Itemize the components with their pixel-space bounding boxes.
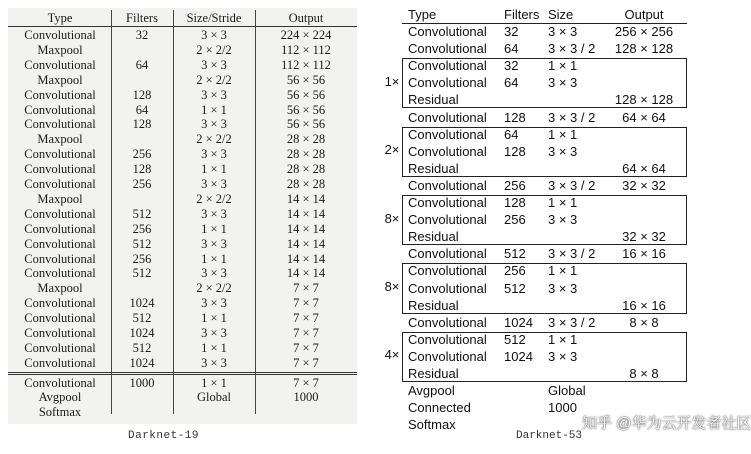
darknet19-cell: Convolutional [24,117,96,132]
darknet19-cell: 14 × 14 [286,221,326,236]
darknet53-cell-size: 1 × 1 [548,58,578,74]
darknet19-row [8,266,357,281]
darknet53-cell-type: Residual [408,229,459,245]
darknet19-cell: 28 × 28 [286,177,326,191]
darknet19-cell: Maxpool [37,42,83,57]
darknet53-cell-type: Convolutional [408,331,487,347]
darknet53-cell-size: 1 × 1 [548,195,578,210]
darknet19-cell: Convolutional [24,266,96,281]
darknet19-row [8,207,357,222]
darknet19-cell: Convolutional [24,102,96,117]
darknet19-cell: 14 × 14 [286,251,326,266]
darknet53-cell-size: 3 × 3 / 2 [548,314,596,330]
darknet53-row [382,91,692,108]
darknet53-cell-size: 3 × 3 [548,143,578,159]
darknet53-cell-filters: 1024 [504,314,533,330]
darknet19-cell: Convolutional [24,236,96,251]
header-filters: Filters [126,11,158,25]
darknet19-cell: Convolutional [24,296,96,311]
darknet53-cell-output: 32 × 32 [622,229,666,245]
darknet53-cell-type: Convolutional [408,109,487,125]
darknet53-cell-type: Convolutional [408,177,487,193]
darknet53-cell-type: Residual [408,297,459,313]
darknet53-cell-type: Softmax [408,417,456,433]
darknet53-cell-filters: 64 [504,41,519,57]
darknet53-header-row [382,6,692,23]
repeat-count: 8× [384,210,400,226]
darknet53-cell-filters: 256 [504,177,526,193]
darknet19-row [8,356,357,371]
darknet19-cell: 512 [132,206,152,221]
darknet53-cell-type: Convolutional [408,195,487,210]
darknet19-cell: Convolutional [24,221,96,236]
darknet53-cell-type: Convolutional [408,143,487,159]
darknet53-cell-filters: 512 [504,246,526,262]
darknet53-cell-size: 1000 [548,400,577,416]
darknet19-cell: Convolutional [24,57,96,72]
darknet19-cell: 256 [132,221,152,236]
darknet19-cell: 3 × 3 [201,117,227,132]
repeat-count: 1× [384,73,400,89]
darknet19-cell: 1 × 1 [201,162,227,177]
darknet53-cell-filters: 1024 [504,348,533,364]
darknet19-cell: 128 [132,87,152,102]
darknet19-row [8,326,357,341]
darknet53-cell-filters: 64 [504,75,519,91]
darknet53-row [382,280,692,297]
darknet53-cell-filters: 128 [504,195,526,210]
darknet53-cell-type: Convolutional [408,280,487,296]
darknet53-row [382,245,692,262]
darknet53-cell-filters: 32 [504,58,519,74]
darknet53-row [382,211,692,228]
darknet19-cell: 256 [132,147,152,162]
darknet19-cell: Maxpool [37,132,83,147]
darknet53-cell-size: 1 × 1 [548,331,578,347]
darknet19-cell: 1000 [129,375,155,390]
header-filters: Filters [504,7,540,22]
darknet53-cell-size: 3 × 3 / 2 [548,41,596,57]
darknet19-row [8,73,357,88]
darknet53-cell-size: Global [548,383,586,399]
darknet53-cell-type: Convolutional [408,41,487,57]
darknet19-row [8,311,357,326]
darknet19-cell: 224 × 224 [280,28,332,42]
darknet19-cell: 2 × 2/2 [196,132,232,147]
darknet53-row [382,297,692,314]
header-output: Output [288,11,324,25]
darknet53-row [382,109,692,126]
darknet19-row [8,88,357,103]
darknet53-row [382,143,692,160]
darknet19-cell: 3 × 3 [201,57,227,72]
darknet53-cell-type: Connected [408,400,471,416]
darknet53-cell-type: Avgpool [408,383,455,399]
darknet19-cell: 512 [132,311,152,326]
darknet19-cell: 3 × 3 [201,147,227,162]
darknet53-cell-output: 128 × 128 [614,92,674,108]
repeat-count: 8× [384,278,400,294]
darknet53-cell-size: 3 × 3 [548,212,578,228]
darknet53-cell-output: 128 × 128 [614,41,674,57]
darknet19-row [8,103,357,118]
darknet19-cell: Global [196,390,232,405]
darknet19-cell: Convolutional [24,206,96,221]
darknet19-cell: 28 × 28 [286,162,326,177]
darknet53-cell-output: 8 × 8 [629,366,659,381]
darknet19-caption: Darknet-19 [128,430,200,442]
header-size-stride: Size/Stride [186,11,242,25]
darknet53-cell-type: Convolutional [408,75,487,91]
darknet19-cell: 3 × 3 [201,177,227,191]
darknet19-cell: 1024 [129,296,155,311]
darknet19-cell: 14 × 14 [286,266,326,281]
column-rule [255,10,256,414]
darknet53-cell-output: 16 × 16 [622,297,666,313]
darknet19-header-row [8,11,357,26]
darknet19-cell: 128 [132,117,152,132]
darknet19-row [8,192,357,207]
darknet19-cell: Maxpool [37,72,83,87]
darknet19-row [8,58,357,73]
darknet53-cell-size: 3 × 3 / 2 [548,109,596,125]
darknet19-row [8,147,357,162]
column-rule [173,10,174,414]
darknet19-cell: Convolutional [24,177,96,191]
darknet19-row [8,222,357,237]
darknet19-cell: Convolutional [24,251,96,266]
darknet19-cell: Convolutional [24,326,96,340]
darknet53-cell-size: 3 × 3 [548,280,578,296]
darknet53-cell-type: Convolutional [408,348,487,364]
darknet53-cell-size: 3 × 3 / 2 [548,177,596,193]
darknet53-cell-type: Convolutional [408,58,487,74]
darknet19-cell: 3 × 3 [201,296,227,311]
darknet53-cell-type: Convolutional [408,246,487,262]
darknet19-cell: 512 [132,266,152,281]
darknet53-row [382,228,692,245]
darknet53-cell-type: Convolutional [408,24,487,39]
repeat-count: 2× [384,142,400,158]
darknet19-cell: 56 × 56 [286,87,326,102]
darknet19-cell: Convolutional [24,87,96,102]
darknet19-cell: 256 [132,251,152,266]
darknet19-row [8,237,357,252]
darknet19-cell: 256 [132,177,152,191]
darknet19-cell: 3 × 3 [201,326,227,340]
darknet19-cell: 3 × 3 [201,87,227,102]
darknet53-cell-filters: 512 [504,280,526,296]
darknet53-cell-filters: 32 [504,24,519,39]
darknet19-cell: Maxpool [37,281,83,296]
darknet19-cell: Convolutional [24,340,96,355]
darknet19-cell: 2 × 2/2 [196,191,232,206]
darknet19-cell: 7 × 7 [293,281,319,296]
repeat-count: 4× [384,347,400,363]
darknet19-cell: 1 × 1 [201,221,227,236]
darknet19-cell: 1 × 1 [201,311,227,326]
darknet53-cell-output: 256 × 256 [614,24,674,39]
darknet19-cell: 7 × 7 [293,326,319,340]
darknet19-cell: 112 × 112 [281,57,331,72]
darknet53-cell-output: 8 × 8 [629,314,659,330]
darknet53-cell-type: Convolutional [408,126,487,142]
header-output: Output [624,7,664,22]
header-size: Size [548,7,574,22]
darknet19-cell: 7 × 7 [293,311,319,326]
darknet53-cell-size: 3 × 3 [548,24,578,39]
darknet53-cell-type: Convolutional [408,263,487,279]
section-rule [8,372,357,373]
darknet19-cell: 3 × 3 [201,236,227,251]
darknet19-cell: 14 × 14 [286,236,326,251]
darknet19-cell: 14 × 14 [286,206,326,221]
darknet53-row [382,348,692,365]
darknet19-cell: 7 × 7 [293,296,319,311]
darknet19-cell: 1000 [293,390,319,405]
darknet53-row [382,160,692,177]
darknet19-cell: 1024 [129,355,155,370]
darknet19-row [8,390,357,405]
darknet53-cell-filters: 256 [504,212,526,228]
darknet19-cell: 3 × 3 [201,206,227,221]
darknet53-cell-output: 16 × 16 [622,246,666,262]
darknet19-cell: 1 × 1 [201,102,227,117]
darknet53-caption: Darknet-53 [516,430,583,442]
darknet19-cell: 64 [135,102,149,117]
darknet53-cell-filters: 64 [504,126,519,142]
darknet19-cell: Convolutional [24,28,96,42]
darknet19-cell: 1024 [129,326,155,340]
darknet19-row [8,132,357,147]
darknet53-row [382,40,692,57]
darknet19-cell: 28 × 28 [286,147,326,162]
darknet19-cell: 128 [132,162,152,177]
darknet19-row [8,405,357,420]
darknet19-cell: Avgpool [38,390,82,405]
section-rule [8,374,357,375]
darknet53-cell-filters: 128 [504,109,526,125]
darknet19-cell: 3 × 3 [201,266,227,281]
darknet53-cell-type: Convolutional [408,212,487,228]
darknet19-cell: Softmax [38,404,82,419]
darknet53-cell-output: 64 × 64 [622,109,666,125]
darknet19-cell: 1 × 1 [201,251,227,266]
darknet19-cell: 56 × 56 [286,102,326,117]
darknet19-cell: 512 [132,236,152,251]
darknet19-cell: 56 × 56 [286,117,326,132]
darknet19-cell: 3 × 3 [201,28,227,42]
darknet53-row [382,23,692,40]
darknet53-cell-size: 1 × 1 [548,263,578,279]
darknet19-row [8,162,357,177]
darknet53-cell-filters: 256 [504,263,526,279]
darknet19-cell: 2 × 2/2 [196,72,232,87]
darknet19-cell: 32 [135,28,149,42]
darknet19-cell: Maxpool [37,191,83,206]
darknet19-row [8,296,357,311]
darknet19-cell: 56 × 56 [286,72,326,87]
darknet53-cell-size: 1 × 1 [548,126,578,142]
darknet53-row [382,74,692,91]
darknet19-cell: Convolutional [24,355,96,370]
darknet19-cell: 7 × 7 [293,355,319,370]
darknet19-cell: 2 × 2/2 [196,281,232,296]
darknet19-cell: 7 × 7 [293,375,319,390]
darknet53-row [382,365,692,382]
header-type: Type [408,7,437,22]
darknet19-row [8,376,357,391]
darknet53-cell-filters: 512 [504,331,526,347]
darknet19-cell: 2 × 2/2 [196,42,232,57]
darknet19-cell: 3 × 3 [201,355,227,370]
darknet19-row [8,281,357,296]
header-type: Type [47,11,73,25]
darknet19-cell: Convolutional [24,311,96,326]
darknet53-row [382,177,692,194]
watermark: 知乎 @华为云开发者社区 [582,415,751,432]
darknet53-cell-type: Residual [408,160,459,176]
darknet53-cell-type: Convolutional [408,314,487,330]
darknet19-cell: 1 × 1 [201,340,227,355]
darknet53-cell-filters: 128 [504,143,526,159]
darknet53-cell-size: 3 × 3 [548,348,578,364]
darknet19-table [8,8,357,424]
header-rule [8,26,357,27]
darknet53-cell-output: 64 × 64 [622,160,666,176]
darknet19-row [8,28,357,43]
darknet53-cell-type: Residual [408,366,459,381]
darknet19-row [8,117,357,132]
darknet19-cell: 1 × 1 [201,375,227,390]
darknet53-cell-output: 32 × 32 [622,177,666,193]
darknet53-table [382,4,692,434]
darknet19-cell: 64 [135,57,149,72]
darknet19-cell: Convolutional [24,375,96,390]
darknet19-cell: Convolutional [24,162,96,177]
darknet19-row [8,43,357,58]
darknet19-cell: 512 [132,340,152,355]
darknet19-cell: 28 × 28 [286,132,326,147]
darknet19-row [8,341,357,356]
darknet19-cell: 112 × 112 [281,42,331,57]
darknet53-cell-size: 3 × 3 [548,75,578,91]
darknet53-cell-size: 3 × 3 / 2 [548,246,596,262]
darknet19-row [8,177,357,192]
darknet53-cell-type: Residual [408,92,459,108]
darknet19-cell: 14 × 14 [286,191,326,206]
darknet19-cell: Convolutional [24,147,96,162]
darknet53-row [382,314,692,331]
darknet19-cell: 7 × 7 [293,340,319,355]
darknet19-row [8,252,357,267]
darknet53-row [382,382,692,399]
column-rule [111,10,112,414]
